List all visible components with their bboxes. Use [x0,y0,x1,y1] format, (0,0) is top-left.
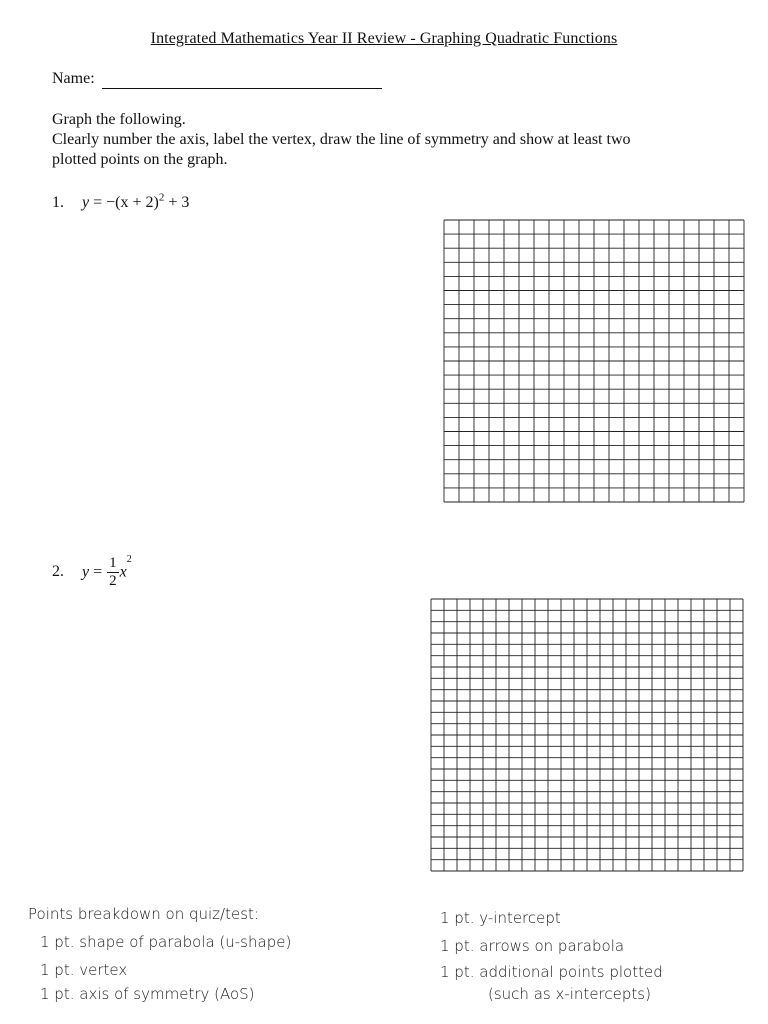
points-item: 1 pt. arrows on parabola [440,937,625,955]
graph-grid-2[interactable] [430,598,744,872]
equation-variable: x [119,563,127,581]
points-breakdown-heading: Points breakdown on quiz/test: [28,905,259,923]
problem-number: 2. [52,563,64,581]
problem-1-equation [82,194,189,211]
points-item: 1 pt. vertex [40,961,128,979]
name-label: Name: [52,70,95,87]
equation-equals: = [89,563,107,581]
points-item: 1 pt. y-intercept [440,909,561,927]
equation-lhs: y [82,563,90,581]
equation-equals: = [89,194,107,212]
problem-2 [52,554,132,590]
equation-exponent: 2 [158,192,165,204]
points-item: 1 pt. axis of symmetry (AoS) [40,985,255,1003]
problem-1 [52,192,189,212]
points-item: 1 pt. additional points plotted [440,963,663,981]
equation-tail: + 3 [164,194,190,212]
points-breakdown-right [440,908,663,1004]
graph-grid-1[interactable] [443,219,745,503]
instruction-line: plotted points on the graph. [52,151,228,168]
points-breakdown-left [40,932,291,1004]
problem-number: 1. [52,194,64,212]
equation-exponent: 2 [126,554,132,565]
instruction-line: Clearly number the axis, label the vertex, draw the line of symmetry and show at least two [52,131,631,148]
name-field-line [102,88,382,89]
fraction-denominator: 2 [109,572,117,589]
equation-lhs: y [82,194,90,212]
points-item: (such as x-intercepts) [488,985,651,1003]
fraction-numerator: 1 [109,554,117,571]
instructions [52,110,631,170]
problem-2-equation [82,554,132,589]
points-item: 1 pt. shape of parabola (u-shape) [40,933,292,951]
worksheet-title: Integrated Mathematics Year II Review - Graphing Quadratic Functions [150,30,618,47]
equation-fraction [107,555,119,590]
equation-body: −(x + 2) [106,194,159,212]
instruction-line: Graph the following. [52,111,186,128]
